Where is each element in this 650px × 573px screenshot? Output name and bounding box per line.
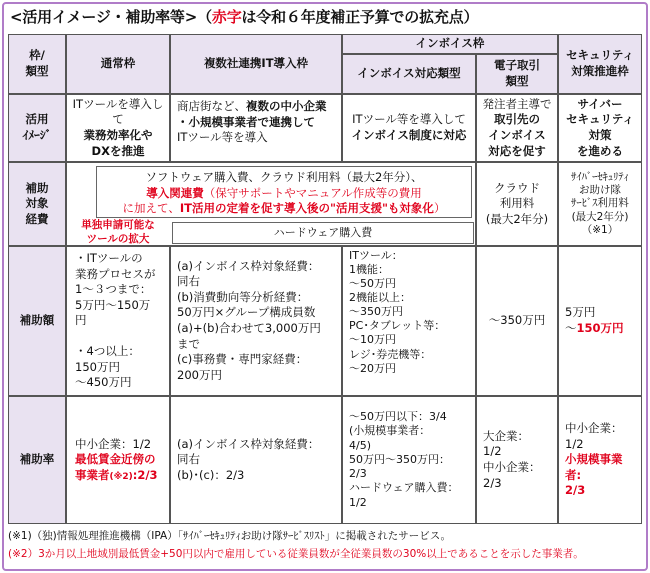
usage-multi-line4: ITツール等を導入 [177, 130, 268, 145]
usage-multi-line3: ・小規模事業者で連携して [177, 114, 315, 129]
usage-ecommerce [476, 94, 558, 162]
amount-ecommerce: ～350万円 [476, 246, 558, 396]
amount-invoice: ITツール： 1機能： ～50万円 2機能以上： ～350万円 PC･タブレット等： ～10万円 レジ･券売機等： ～20万円 [342, 246, 476, 396]
expenses-ecommerce: クラウド 利用料 (最大2年分) [476, 162, 558, 246]
amount-security-max: 150万円 [576, 321, 624, 335]
footnote-2: (※2）3か月以上地域別最低賃金+50円以内で雇用している従業員数が全従業員数の30%以上であることを示した事業者。 [8, 548, 584, 560]
rate-regular-line3a: 事業者 [75, 467, 110, 482]
usage-regular-line2: 業務効率化や [83, 128, 153, 142]
expenses-hardware-box: ハードウェア購入費 [172, 222, 474, 244]
usage-multi-line1: 商店街など、 [177, 99, 246, 113]
rate-invoice: ～50万円以下：3/4 (小規模事業者： 4/5) 50万円～350万円： 2/3 ハードウェア購入費： 1/2 [342, 396, 476, 524]
expenses-line3-prefix: に加えて、 [122, 201, 180, 216]
usage-ecommerce-line1: 発注者主導で [482, 96, 552, 111]
amount-multi: (a)インボイス枠対象経費： 同右 (b)消費動向等分析経費： 50万円×グループ構成員数 (a)+(b)合わせて3,000万円 まで (c)事務費・専門家経費： 200万円 [170, 246, 342, 396]
usage-regular-line3: DXを推進 [91, 143, 145, 158]
rate-regular [66, 396, 170, 524]
usage-ecommerce-line2: 取引先の インボイス 対応を促す [488, 112, 546, 158]
expenses-security: ｻｲﾊﾞｰｾｷｭﾘﾃｨ お助け隊 ｻｰﾋﾞｽ利用料 (最大2年分) （※1） [558, 162, 642, 246]
usage-invoice [342, 94, 476, 162]
amount-security [558, 246, 642, 396]
usage-invoice-line2: インボイス制度に対応 [351, 128, 467, 142]
usage-regular-line1: ITツールを導入して [72, 96, 164, 127]
rate-regular-line3c: :2/3 [132, 467, 158, 482]
expenses-software-box [96, 166, 472, 218]
rate-regular-footnote: (※2) [109, 471, 133, 482]
page-title: <活用イメージ・補助率等>（赤字は令和６年度補正予算での拡充点） [10, 8, 479, 26]
expenses-standalone-note: 単独申請可能な ツールの拡大 [81, 219, 155, 245]
footnote-1: (※1)（独)情報処理推進機構（IPA）「ｻｲﾊﾞｰｾｷｭﾘﾃｨお助け隊ｻｰﾋﾞｽﾘｽﾄ」に掲載されたサービス。 [8, 530, 452, 542]
row-label-amount: 補助額 [8, 246, 66, 396]
expenses-software-line: ソフトウェア購入費、クラウド利用料（最大2年分）、 [145, 170, 423, 184]
row-label-expenses: 補助 対象 経費 [8, 162, 66, 246]
header-regular: 通常枠 [66, 34, 170, 94]
amount-regular: ・ITツールの 業務プロセスが 1～３つまで： 5万円～150万円 ・4つ以上： 150万円 ～450万円 [66, 246, 170, 396]
rate-security-line1: 中小企業： 1/2 [565, 421, 623, 451]
expenses-intro-label: 導入関連費 [146, 185, 204, 200]
header-security: セキュリティ 対策推進枠 [558, 34, 642, 94]
rate-security [558, 396, 642, 524]
expenses-line3-end: ） [433, 201, 446, 216]
usage-regular [66, 94, 170, 162]
rate-regular-line1: 中小企業：1/2 [75, 436, 152, 451]
expenses-line3-main: IT活用の定着を促す導入後の"活用支援"も対象化 [179, 201, 434, 216]
header-invoice-type: インボイス対応類型 [342, 54, 476, 94]
header-multi: 複数社連携IT導入枠 [170, 34, 342, 94]
rate-multi: (a)インボイス枠対象経費： 同右 (b)･(c)：2/3 [170, 396, 342, 524]
header-type: 枠/ 類型 [8, 34, 66, 94]
usage-multi [170, 94, 342, 162]
row-label-rate: 補助率 [8, 396, 66, 524]
rate-ecommerce: 大企業： 1/2 中小企業： 2/3 [476, 396, 558, 524]
expenses-intro-rest: （保守サポートやマニュアル作成等の費用 [203, 185, 422, 200]
header-invoice-group: インボイス枠 [342, 34, 558, 54]
usage-invoice-line1: ITツール等を導入して [352, 112, 466, 127]
amount-security-min: 5万円 ～ [565, 305, 596, 335]
rate-regular-line2: 最低賃金近傍の [75, 452, 156, 467]
rate-security-line2: 小規模事業者: 2/3 [565, 452, 623, 498]
usage-security: サイバー セキュリティ 対策 を進める [558, 94, 642, 162]
header-ecommerce: 電子取引 類型 [476, 54, 558, 94]
row-label-usage: 活用 ｲﾒｰｼﾞ [8, 94, 66, 162]
usage-multi-line2: 複数の中小企業 [246, 99, 327, 113]
